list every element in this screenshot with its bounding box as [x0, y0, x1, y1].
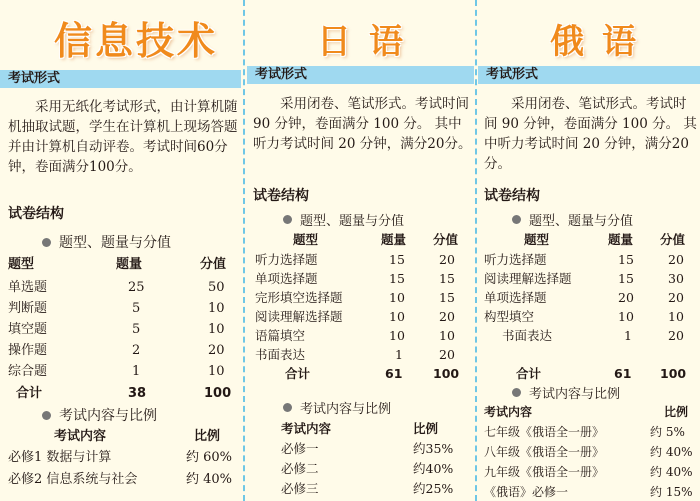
ratio-cell: 约 40%: [650, 445, 693, 459]
table-row: [255, 344, 474, 365]
score-cell: 20: [668, 328, 684, 343]
table-row: [281, 438, 474, 459]
table-row: [281, 458, 474, 479]
total-score: 100: [204, 386, 232, 401]
content-heading: [283, 398, 391, 417]
table-row: [281, 478, 474, 499]
score-cell: 15: [439, 271, 455, 286]
table-header-row: [281, 418, 474, 439]
count-cell: 20: [618, 290, 634, 305]
score-cell: 10: [208, 364, 225, 379]
types-table: [8, 254, 240, 404]
bullet-icon: [283, 215, 292, 224]
column-russian: [478, 0, 700, 501]
score-cell: 20: [208, 343, 225, 358]
header-cell: 分值: [433, 232, 459, 247]
ratio-cell: 约40%: [413, 461, 454, 476]
table-row: [255, 287, 474, 308]
header-cell: 题量: [116, 257, 143, 272]
content-heading: [512, 383, 620, 402]
table-row: [8, 319, 240, 340]
table-row: [255, 268, 474, 289]
content-cell: 必修三: [281, 481, 319, 496]
header-cell: 分值: [200, 257, 227, 272]
paper-structure-heading: 试卷结构: [484, 188, 540, 204]
content-heading-label: 考试内容与比例: [59, 408, 157, 424]
header-cell: 题型: [524, 232, 550, 247]
content-cell: 九年级《俄语全一册》: [484, 465, 605, 479]
table-row: [8, 340, 240, 361]
column-information-technology: [0, 0, 241, 501]
table-header-row: [8, 254, 240, 275]
total-row: [255, 363, 474, 384]
count-cell: 2: [132, 343, 141, 358]
score-cell: 20: [439, 309, 455, 324]
count-cell: 15: [618, 271, 634, 286]
header-cell: 题量: [608, 232, 634, 247]
type-cell: 判断题: [8, 301, 48, 316]
header-cell: 题型: [8, 257, 35, 272]
bullet-icon: [42, 238, 51, 247]
table-header-row: [255, 229, 474, 250]
total-label: 合计: [16, 386, 43, 401]
types-heading-label: 题型、题量与分值: [59, 235, 171, 251]
table-row: [8, 298, 240, 319]
table-row: [484, 482, 698, 501]
header-cell: 考试内容: [54, 429, 107, 444]
content-cell: 必修1 数据与计算: [8, 450, 112, 465]
ratio-cell: 约 60%: [186, 450, 233, 465]
subject-title: 俄语: [550, 22, 654, 62]
count-cell: 15: [389, 271, 405, 286]
types-heading-label: 题型、题量与分值: [529, 214, 634, 229]
total-row: [8, 383, 240, 404]
type-cell: 听力选择题: [255, 252, 318, 267]
type-cell: 听力选择题: [484, 252, 547, 267]
table-row: [255, 249, 474, 270]
type-cell: 单选题: [8, 280, 48, 295]
total-row: [484, 363, 698, 384]
type-cell: 单项选择题: [484, 290, 547, 305]
subject-title: 日语: [317, 22, 421, 62]
score-cell: 20: [439, 347, 455, 362]
table-row: [484, 422, 698, 443]
bullet-icon: [512, 215, 521, 224]
type-cell: 书面表达: [255, 347, 306, 362]
count-cell: 10: [618, 309, 634, 324]
table-header-row: [484, 229, 698, 250]
count-cell: 5: [132, 322, 141, 337]
header-cell: 比例: [413, 421, 439, 436]
column-divider: [475, 0, 477, 501]
bullet-icon: [512, 388, 521, 397]
score-cell: 10: [439, 328, 455, 343]
table-row: [255, 325, 474, 346]
total-count: 61: [614, 366, 632, 381]
count-cell: 15: [618, 252, 634, 267]
score-cell: 10: [208, 301, 225, 316]
header-cell: 比例: [664, 405, 689, 419]
count-cell: 1: [624, 328, 632, 343]
ratio-cell: 约 40%: [186, 472, 233, 487]
count-cell: 5: [132, 301, 141, 316]
table-row: [484, 268, 698, 289]
count-cell: 1: [132, 364, 141, 379]
paper-structure-heading: 试卷结构: [8, 206, 64, 222]
table-row: [8, 277, 240, 298]
content-cell: 《俄语》必修一: [484, 485, 569, 499]
type-cell: 填空题: [8, 322, 48, 337]
type-cell: 书面表达: [502, 328, 553, 343]
content-cell: 必修2 信息系统与社会: [8, 472, 138, 487]
score-cell: 30: [668, 271, 684, 286]
content-cell: 必修一: [281, 441, 319, 456]
score-cell: 50: [208, 280, 225, 295]
type-cell: 构型填空: [484, 309, 535, 324]
total-table: [484, 363, 698, 385]
type-cell: 单项选择题: [255, 271, 318, 286]
header-cell: 考试内容: [281, 421, 332, 436]
count-cell: 1: [395, 347, 403, 362]
table-row: [484, 249, 698, 270]
bullet-icon: [42, 411, 51, 420]
score-cell: 20: [439, 252, 455, 267]
count-cell: 10: [389, 309, 405, 324]
types-heading: [42, 232, 171, 252]
type-cell: 综合题: [8, 364, 48, 379]
total-count: 61: [385, 366, 403, 381]
total-score: 100: [660, 366, 687, 381]
header-cell: 题型: [293, 232, 319, 247]
content-table: [281, 418, 474, 498]
count-cell: 25: [128, 280, 145, 295]
content-heading: [42, 405, 157, 425]
types-table: [255, 229, 474, 387]
table-row: [484, 287, 698, 308]
section-bar-exam-format: 考试形式: [247, 66, 474, 84]
table-row: [484, 306, 698, 327]
score-cell: 15: [439, 290, 455, 305]
ratio-cell: 约 15%: [650, 485, 693, 499]
content-cell: 八年级《俄语全一册》: [484, 445, 605, 459]
count-cell: 10: [389, 328, 405, 343]
table-header-row: [484, 402, 698, 423]
score-cell: 20: [668, 252, 684, 267]
content-cell: 七年级《俄语全一册》: [484, 425, 605, 439]
table-row: [8, 469, 240, 490]
exam-format-text: 采用无纸化考试形式，由计算机随机抽取试题，学生在计算机上现场答题并由计算机自动评卷。考试时间60分钟，卷面满分100分。: [8, 99, 238, 175]
count-cell: 15: [389, 252, 405, 267]
score-cell: 10: [668, 309, 684, 324]
table-row: [8, 447, 240, 468]
score-cell: 20: [668, 290, 684, 305]
type-cell: 操作题: [8, 343, 48, 358]
table-row: [8, 361, 240, 382]
section-bar-exam-format: 考试形式: [0, 70, 241, 88]
column-divider: [243, 0, 245, 501]
type-cell: 语篇填空: [255, 328, 306, 343]
exam-format-text: 采用闭卷、笔试形式。考试时间 90 分钟，卷面满分 100 分。 其中听力考试时间 20 分钟，满分20分。: [253, 96, 472, 152]
section-bar-exam-format: 考试形式: [478, 66, 700, 84]
header-cell: 比例: [194, 429, 221, 444]
total-count: 38: [128, 386, 147, 401]
types-heading: [512, 210, 633, 229]
header-cell: 分值: [660, 232, 686, 247]
bullet-icon: [283, 403, 292, 412]
type-cell: 阅读理解选择题: [484, 271, 572, 286]
ratio-cell: 约 5%: [650, 425, 685, 439]
content-heading-label: 考试内容与比例: [300, 402, 392, 417]
total-label: 合计: [285, 366, 311, 381]
types-heading-label: 题型、题量与分值: [300, 214, 405, 229]
table-header-row: [8, 426, 240, 447]
content-heading-label: 考试内容与比例: [529, 387, 621, 402]
ratio-cell: 约35%: [413, 441, 454, 456]
exam-format-text: 采用闭卷、笔试形式。考试时间 90 分钟，卷面满分 100 分。 其中听力考试时间 20 分钟，满分20分。: [484, 96, 697, 172]
count-cell: 10: [389, 290, 405, 305]
content-cell: 必修二: [281, 461, 319, 476]
ratio-cell: 约 40%: [650, 465, 693, 479]
type-cell: 阅读理解选择题: [255, 309, 343, 324]
table-row: [255, 306, 474, 327]
column-japanese: [247, 0, 474, 501]
total-label: 合计: [516, 366, 542, 381]
paper-structure-heading: 试卷结构: [253, 188, 309, 204]
table-row: [484, 462, 698, 483]
ratio-cell: 约25%: [413, 481, 454, 496]
score-cell: 10: [208, 322, 225, 337]
content-table: [8, 426, 240, 496]
types-table: [484, 229, 698, 365]
types-heading: [283, 210, 404, 229]
header-cell: 题量: [381, 232, 407, 247]
table-row: [484, 442, 698, 463]
header-cell: 考试内容: [484, 405, 533, 419]
subject-title: 信息技术: [54, 18, 219, 63]
type-cell: 完形填空选择题: [255, 290, 343, 305]
content-table: [484, 402, 698, 498]
total-score: 100: [433, 366, 460, 381]
table-row: [484, 325, 698, 346]
